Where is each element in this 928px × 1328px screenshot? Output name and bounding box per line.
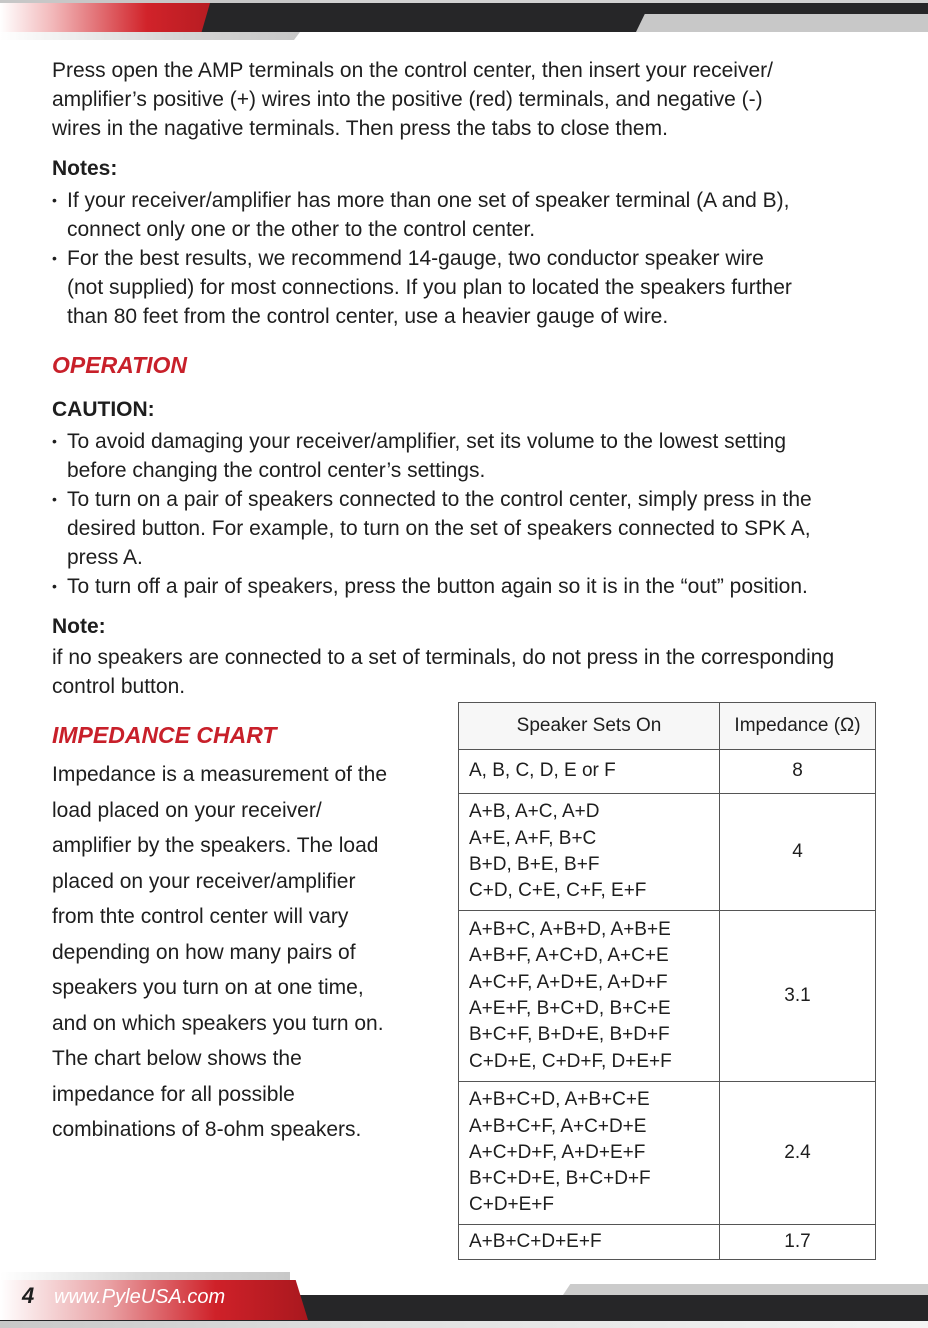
speaker-sets-cell: A+B, A+C, A+D A+E, A+F, B+C B+D, B+E, B+F C+D, C+E, C+F, E+F — [459, 794, 720, 911]
header-red-accent — [0, 3, 210, 32]
speaker-sets-cell: A+B+C+D+E+F — [459, 1225, 720, 1260]
table-row — [459, 1082, 876, 1225]
impedance-description: Impedance is a measurement of the load placed on your receiver/ amplifier by the speakers. The load placed on your receiver/amplifier from thte control center will vary depending on how many pairs of speakers you turn on at one time, and on which speakers you turn on. The chart below shows the impedance for all possible combinations of 8-ohm speakers. — [52, 763, 388, 1141]
column-header-speaker-sets: Speaker Sets On — [459, 703, 720, 750]
website-link[interactable]: www.PyleUSA.com — [54, 1286, 226, 1308]
operation-heading: OPERATION — [52, 352, 188, 378]
impedance-heading: IMPEDANCE CHART — [52, 722, 277, 748]
speaker-sets-cell: A+B+C, A+B+D, A+B+E A+B+F, A+C+D, A+C+E A+C+F, A+D+E, A+D+F A+E+F, B+C+D, B+C+E B+C+F, B+D+E, B+D+F C+D+E, C+D+F, D+E+F — [459, 911, 720, 1082]
impedance-cell: 2.4 — [720, 1082, 876, 1225]
header-bar — [0, 0, 928, 44]
list-item: • To avoid damaging your receiver/amplifier, set its volume to the lowest setting before changing the control center’s settings. — [52, 430, 787, 482]
list-item: • For the best results, we recommend 14-gauge, two conductor speaker wire (not supplied) for most connections. If you plan to located the speakers further than 80 feet from the control center, use a heavier gauge of wire. — [52, 247, 792, 328]
table-row — [459, 911, 876, 1082]
impedance-cell: 4 — [720, 794, 876, 911]
list-item: • To turn off a pair of speakers, press the button again so it is in the “out” position. — [52, 575, 808, 598]
impedance-table — [458, 702, 876, 1260]
impedance-cell: 1.7 — [720, 1225, 876, 1260]
notes-heading: Notes: — [52, 157, 118, 180]
table-header-row — [459, 703, 876, 750]
table-row — [459, 750, 876, 794]
table-row — [459, 794, 876, 911]
table-row — [459, 1225, 876, 1260]
speaker-sets-cell: A+B+C+D, A+B+C+E A+B+C+F, A+C+D+E A+C+D+F, A+D+E+F B+C+D+E, B+C+D+F C+D+E+F — [459, 1082, 720, 1225]
list-item: • If your receiver/amplifier has more than one set of speaker terminal (A and B), connect only one or the other to the control center. — [52, 189, 790, 241]
list-item: • To turn on a pair of speakers connected to the control center, simply press in the desired button. For example, to turn on the set of speakers connected to SPK A, press A. — [52, 488, 812, 569]
impedance-cell: 8 — [720, 750, 876, 794]
notes-list — [52, 186, 792, 331]
page-number: 4 — [22, 1283, 35, 1308]
caution-heading: CAUTION: — [52, 398, 155, 421]
operation-list — [52, 427, 812, 601]
impedance-cell: 3.1 — [720, 911, 876, 1082]
footer-bar — [0, 1272, 928, 1328]
note-paragraph: if no speakers are connected to a set of terminals, do not press in the corresponding control button. — [52, 646, 835, 698]
speaker-sets-cell: A, B, C, D, E or F — [459, 750, 720, 794]
note-heading: Note: — [52, 615, 106, 638]
column-header-impedance: Impedance (Ω) — [720, 703, 876, 750]
intro-paragraph: Press open the AMP terminals on the control center, then insert your receiver/ amplifier’s positive (+) wires into the positive (red) terminals, and negative (-) wires in the nagative terminals. Then press the tabs to close them. — [52, 59, 773, 140]
